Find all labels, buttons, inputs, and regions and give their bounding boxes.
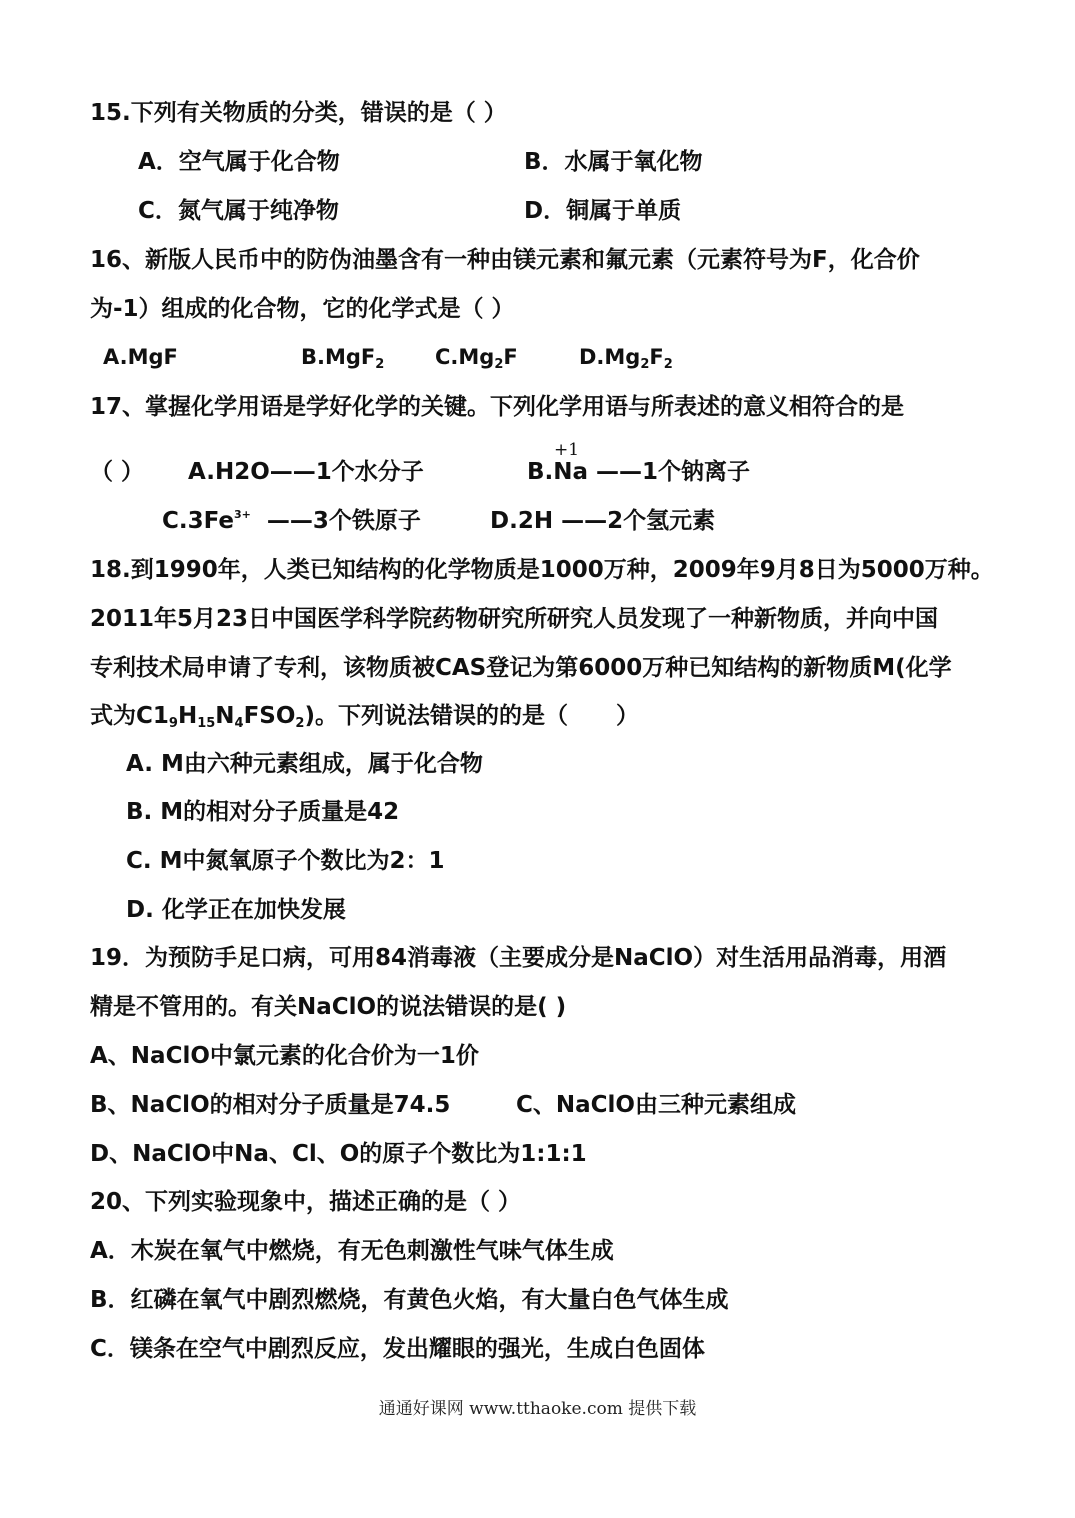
q15-option-c: C．氮气属于纯净物 <box>138 198 339 224</box>
q16-option-d: $D.Mg_2F_2$ <box>579 345 673 372</box>
q20-stem: 20、下列实验现象中，描述正确的是（ ） <box>90 1189 522 1215</box>
q15-option-a: A．空气属于化合物 <box>138 149 340 175</box>
q20-option-a: A．木炭在氧气中燃烧，有无色刺激性气味气体生成 <box>90 1238 614 1264</box>
q16-option-b: B.MgF$_2$ <box>301 345 385 372</box>
q19-stem-line1: 19．为预防手足口病，可用84消毒液（主要成分是NaClO）对生活用品消毒，用酒 <box>90 945 947 971</box>
q15-stem: 15.下列有关物质的分类，错误的是（ ） <box>90 100 507 126</box>
q18-option-c: C. M中氮氧原子个数比为2：1 <box>126 848 445 874</box>
q19-stem-line2: 精是不管用的。有关NaClO的说法错误的是( ) <box>90 994 567 1020</box>
q18-option-b: B. M的相对分子质量是42 <box>126 799 400 825</box>
q17-option-c: $C.3Fe^{3+}$ ——3个铁原子 <box>162 508 421 534</box>
q16-stem-line2: 为-1）组成的化合物，它的化学式是（ ） <box>90 296 515 322</box>
q20-option-c: C．镁条在空气中剧烈反应，发出耀眼的强光，生成白色固体 <box>90 1336 705 1362</box>
q17-stem-line1: 17、掌握化学用语是学好化学的关键。下列化学用语与所表述的意义相符合的是 <box>90 394 905 420</box>
q18-stem-line4: 式为$C1_9H_{15}N_4FSO_2$)。下列说法错误的的是（ ） <box>90 703 640 731</box>
q19-option-b: B、NaClO的相对分子质量是74.5 <box>90 1092 451 1118</box>
q19-option-a: A、NaClO中氯元素的化合价为一1价 <box>90 1043 479 1069</box>
q17-paren: （ ） <box>90 459 145 485</box>
q16-option-c: $C.Mg_2F$ <box>435 345 518 372</box>
q17-option-b: B.Na ——1个钠离子 <box>527 459 751 485</box>
q19-option-c: C、NaClO由三种元素组成 <box>516 1092 796 1118</box>
q18-stem-line3: 专利技术局申请了专利，该物质被CAS登记为第6000万种已知结构的新物质M(化学 <box>90 655 952 681</box>
q17-option-d: D.2H ——2个氢元素 <box>490 508 716 534</box>
q16-stem-line1: 16、新版人民币中的防伪油墨含有一种由镁元素和氟元素（元素符号为F，化合价 <box>90 247 920 273</box>
q15-option-d: D．铜属于单质 <box>524 198 682 224</box>
q17-option-a: A.H2O——1个水分子 <box>188 459 424 485</box>
q15-option-b: B．水属于氧化物 <box>524 149 703 175</box>
q18-option-d: D. 化学正在加快发展 <box>126 897 346 923</box>
q20-option-b: B．红磷在氧气中剧烈燃烧，有黄色火焰，有大量白色气体生成 <box>90 1287 729 1313</box>
q18-stem-line2: 2011年5月23日中国医学科学院药物研究所研究人员发现了一种新物质，并向中国 <box>90 606 939 632</box>
q18-option-a: A. M由六种元素组成，属于化合物 <box>126 751 483 777</box>
page-footer: 通通好课网 www.tthaoke.com 提供下载 <box>378 1399 697 1419</box>
q17-valence-mark: +1 <box>554 440 580 460</box>
q18-stem-line1: 18.到1990年，人类已知结构的化学物质是1000万种，2009年9月8日为5000万种。 <box>90 557 994 583</box>
q19-option-d: D、NaClO中Na、Cl、O的原子个数比为1:1:1 <box>90 1141 587 1167</box>
q16-option-a: A.MgF <box>103 345 178 369</box>
